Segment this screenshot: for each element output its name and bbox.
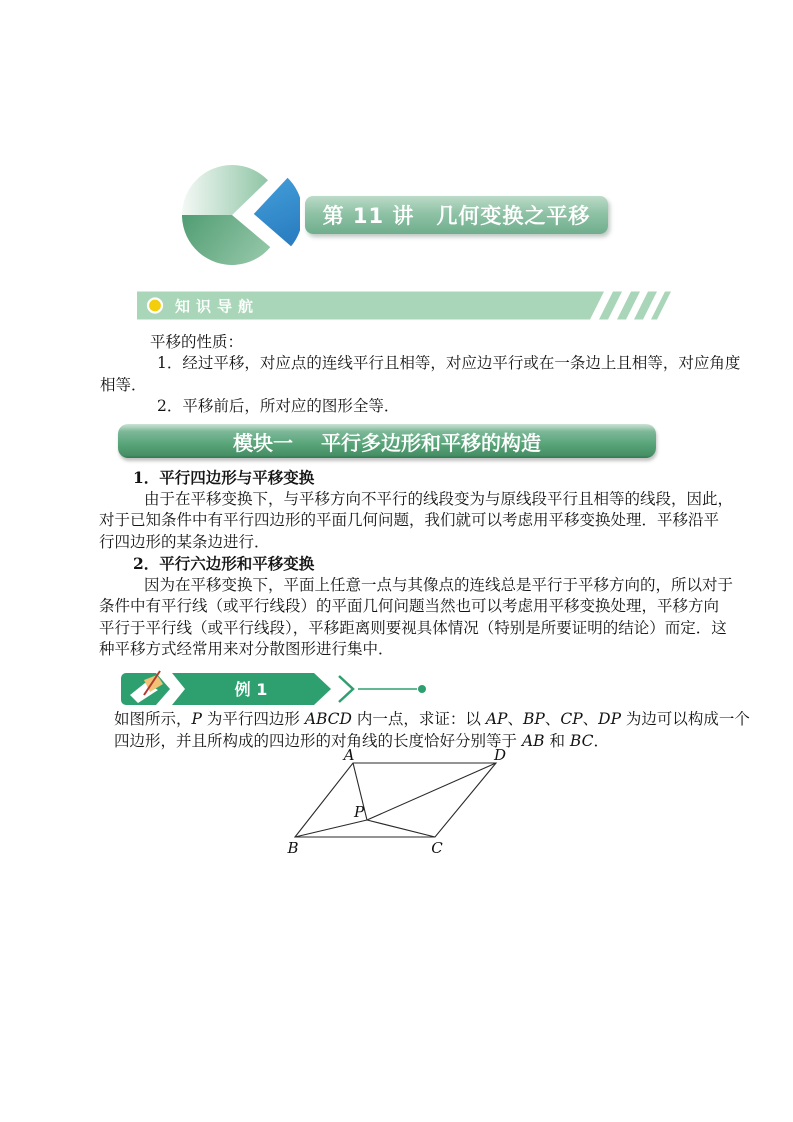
text-line: 因为在平移变换下，平面上任意一点与其像点的连线总是平行于平移方向的，所以对于 (144, 575, 734, 594)
text-line: 相等． (100, 375, 147, 394)
point-label-p: P (353, 803, 365, 821)
geometry-figure (280, 748, 515, 860)
diagonal-stripes-icon (599, 292, 671, 320)
text-line: 平移的性质： (150, 333, 244, 351)
pie-chart-logo-icon (175, 155, 300, 280)
module-number: 模块一 (233, 430, 293, 455)
example-1-badge (118, 669, 433, 709)
text-line: 种平移方式经常用来对分散图形进行集中． (99, 640, 394, 658)
vertex-label-a: A (343, 748, 355, 764)
example-text-block (114, 708, 750, 752)
text-line: 由于在平移变换下，与平移方向不平行的线段变为与原线段平行且相等的线段，因此， (144, 489, 734, 508)
text-line: 2．平行六边形和平移变换 (133, 554, 315, 573)
module-banner (118, 424, 656, 458)
vertex-label-b: B (287, 839, 299, 857)
rule-end-dot-icon (418, 685, 426, 693)
figure-lines (295, 763, 496, 837)
vertex-label-d: D (493, 748, 507, 764)
text-line: 对于已知条件中有平行四边形的平面几何问题，我们就可以考虑用平移变换处理．平移沿平 (99, 511, 720, 529)
chevron-right-icon (339, 676, 353, 702)
example-label: 例 1 (234, 680, 268, 699)
text-line: 如图所示，P 为平行四边形 ABCD 内一点，求证：以 AP、BP、CP、DP 为边可以构成一个 (114, 710, 750, 728)
text-line: 2．平移前后，所对应的图形全等． (157, 397, 400, 416)
bullet-dot-icon (148, 299, 162, 313)
nav-label: 知识导航 (175, 297, 260, 316)
text-line: 1．经过平移，对应点的连线平行且相等，对应边平行或在一条边上且相等，对应角度 (157, 354, 741, 373)
lecture-title: 第 11 讲 几何变换之平移 (322, 204, 591, 228)
text-line: 平行于平行线（或平行线段），平移距离则要视具体情况（特别是所要证明的结论）而定．这 (99, 618, 727, 637)
segment-dp (367, 763, 496, 820)
knowledge-text-block (100, 332, 740, 418)
module-title: 平行多边形和平移的构造 (321, 430, 541, 455)
parallelogram-abdc (295, 763, 496, 837)
text-line: 1．平行四边形与平移变换 (133, 468, 315, 487)
vertex-label-c: C (431, 839, 443, 857)
knowledge-nav-banner (137, 291, 677, 320)
segment-cp (367, 820, 435, 837)
text-line: 行四边形的某条边进行． (99, 532, 270, 551)
lecture-title-banner (305, 196, 608, 234)
module-text-block (99, 467, 733, 661)
text-line: 四边形，并且所构成的四边形的对角线的长度恰好分别等于 AB 和 BC． (114, 732, 609, 750)
text-line: 条件中有平行线（或平行线段）的平面几何问题当然也可以考虑用平移变换处理，平移方向 (99, 597, 720, 615)
